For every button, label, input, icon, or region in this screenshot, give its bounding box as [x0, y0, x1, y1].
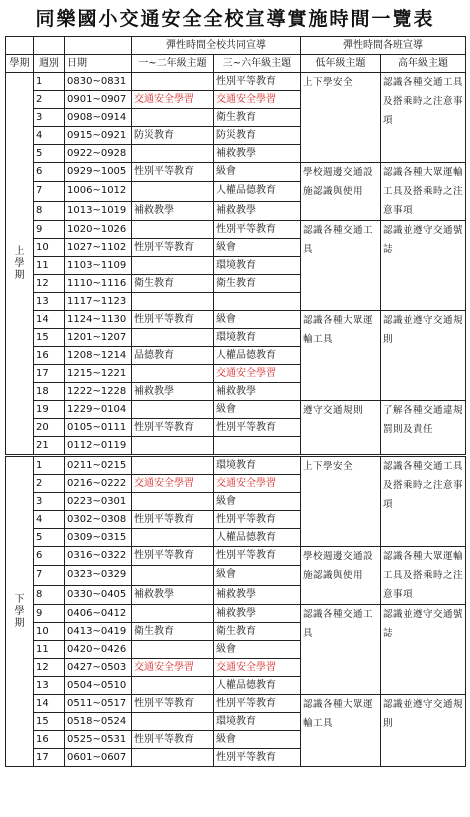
g12-topic-cell [132, 221, 214, 239]
date-cell: 1013~1019 [65, 201, 132, 220]
week-cell: 9 [34, 605, 65, 623]
high-grade-topic: 認識並遵守交通號誌 [381, 221, 466, 311]
g36-topic-cell: 性別平等教育 [214, 695, 301, 713]
g12-topic-cell [132, 109, 214, 127]
g36-topic-cell: 環境教育 [214, 257, 301, 275]
g36-topic-cell: 補救教學 [214, 383, 301, 401]
low-grade-topic: 上下學安全 [301, 456, 381, 547]
g36-topic-cell: 衛生教育 [214, 275, 301, 293]
week-cell: 16 [34, 731, 65, 749]
week-cell: 3 [34, 109, 65, 127]
date-cell: 1020~1026 [65, 221, 132, 239]
date-cell: 0511~0517 [65, 695, 132, 713]
week-cell: 7 [34, 182, 65, 201]
table-row [6, 73, 466, 91]
week-cell: 11 [34, 641, 65, 659]
g12-topic-cell: 補救教學 [132, 201, 214, 220]
week-cell: 15 [34, 713, 65, 731]
week-cell: 19 [34, 401, 65, 419]
g12-topic-cell [132, 257, 214, 275]
date-cell: 0112~0119 [65, 437, 132, 456]
date-cell: 0601~0607 [65, 749, 132, 767]
g12-topic-cell [132, 605, 214, 623]
g36-topic-cell: 級會 [214, 566, 301, 585]
g12-topic-cell [132, 641, 214, 659]
g36-topic-cell: 性別平等教育 [214, 221, 301, 239]
week-cell: 9 [34, 221, 65, 239]
semester-label [6, 456, 34, 767]
date-cell: 0830~0831 [65, 73, 132, 91]
week-cell: 8 [34, 585, 65, 604]
header-blank [34, 37, 65, 55]
header-g12: 一~二年級主題 [132, 55, 214, 73]
date-cell: 1208~1214 [65, 347, 132, 365]
table-row [6, 311, 466, 329]
g36-topic-cell: 補救教學 [214, 605, 301, 623]
date-cell: 0420~0426 [65, 641, 132, 659]
week-cell: 7 [34, 566, 65, 585]
g36-topic-cell: 性別平等教育 [214, 749, 301, 767]
week-cell: 13 [34, 677, 65, 695]
g36-topic-cell: 性別平等教育 [214, 547, 301, 566]
low-grade-topic: 認識各種大眾運輸工具 [301, 695, 381, 767]
g12-topic-cell [132, 145, 214, 163]
g36-topic-cell: 性別平等教育 [214, 419, 301, 437]
week-cell: 21 [34, 437, 65, 456]
g36-topic-cell: 環境教育 [214, 713, 301, 731]
week-cell: 11 [34, 257, 65, 275]
g12-topic-cell: 衛生教育 [132, 275, 214, 293]
week-cell: 5 [34, 529, 65, 547]
week-cell: 12 [34, 275, 65, 293]
week-cell: 14 [34, 311, 65, 329]
header-common-group: 彈性時間全校共同宣導 [132, 37, 301, 55]
low-grade-topic: 學校週邊交通設施認識與使用 [301, 547, 381, 605]
g12-topic-cell [132, 456, 214, 475]
date-cell: 1201~1207 [65, 329, 132, 347]
g36-topic-cell: 交通安全學習 [214, 475, 301, 493]
header-date: 日期 [65, 55, 132, 73]
g12-topic-cell: 衛生教育 [132, 623, 214, 641]
g36-topic-cell: 性別平等教育 [214, 511, 301, 529]
high-grade-topic: 認識各種交通工具及搭乘時之注意事項 [381, 73, 466, 163]
week-cell: 8 [34, 201, 65, 220]
g36-topic-cell: 級會 [214, 163, 301, 182]
g12-topic-cell [132, 365, 214, 383]
table-row [6, 163, 466, 182]
g36-topic-cell: 級會 [214, 239, 301, 257]
date-cell: 0901~0907 [65, 91, 132, 109]
g12-topic-cell: 性別平等教育 [132, 547, 214, 566]
g12-topic-cell [132, 293, 214, 311]
g12-topic-cell: 性別平等教育 [132, 239, 214, 257]
header-g36: 三~六年級主題 [214, 55, 301, 73]
high-grade-topic: 認識各種大眾運輸工具及搭乘時之注意事項 [381, 163, 466, 221]
g12-topic-cell: 補救教學 [132, 585, 214, 604]
g36-topic-cell: 交通安全學習 [214, 659, 301, 677]
date-cell: 1222~1228 [65, 383, 132, 401]
date-cell: 0223~0301 [65, 493, 132, 511]
week-cell: 1 [34, 456, 65, 475]
g12-topic-cell: 交通安全學習 [132, 475, 214, 493]
high-grade-topic: 認識各種大眾運輸工具及搭乘時之注意事項 [381, 547, 466, 605]
week-cell: 18 [34, 383, 65, 401]
header-low: 低年級主題 [301, 55, 381, 73]
table-row [6, 401, 466, 419]
week-cell: 16 [34, 347, 65, 365]
page-title: 同樂國小交通安全全校宣導實施時間一覽表 [35, 8, 435, 30]
g36-topic-cell: 防災教育 [214, 127, 301, 145]
date-cell: 1110~1116 [65, 275, 132, 293]
date-cell: 0330~0405 [65, 585, 132, 604]
week-cell: 12 [34, 659, 65, 677]
date-cell: 0216~0222 [65, 475, 132, 493]
semester-label-text: 上學期 [14, 245, 25, 281]
header-semester: 學期 [6, 55, 34, 73]
date-cell: 0915~0921 [65, 127, 132, 145]
week-cell: 14 [34, 695, 65, 713]
date-cell: 0211~0215 [65, 456, 132, 475]
header-blank [6, 37, 34, 55]
header-row-top [6, 37, 466, 55]
g12-topic-cell: 品德教育 [132, 347, 214, 365]
low-grade-topic: 認識各種交通工具 [301, 221, 381, 311]
g36-topic-cell: 補救教學 [214, 145, 301, 163]
date-cell: 0908~0914 [65, 109, 132, 127]
g36-topic-cell: 環境教育 [214, 329, 301, 347]
g12-topic-cell [132, 437, 214, 456]
g12-topic-cell: 性別平等教育 [132, 311, 214, 329]
g12-topic-cell: 性別平等教育 [132, 695, 214, 713]
table-row [6, 605, 466, 623]
header-class-group: 彈性時間各班宣導 [301, 37, 466, 55]
g12-topic-cell [132, 329, 214, 347]
high-grade-topic: 認識並遵守交通規則 [381, 695, 466, 767]
g12-topic-cell [132, 401, 214, 419]
week-cell: 17 [34, 365, 65, 383]
low-grade-topic: 學校週邊交通設施認識與使用 [301, 163, 381, 221]
g12-topic-cell [132, 749, 214, 767]
date-cell: 0518~0524 [65, 713, 132, 731]
week-cell: 17 [34, 749, 65, 767]
date-cell: 0929~1005 [65, 163, 132, 182]
g36-topic-cell: 補救教學 [214, 585, 301, 604]
g36-topic-cell [214, 293, 301, 311]
high-grade-topic: 認識各種交通工具及搭乘時之注意事項 [381, 456, 466, 547]
g36-topic-cell: 級會 [214, 641, 301, 659]
header-week: 週別 [34, 55, 65, 73]
g36-topic-cell: 人權品德教育 [214, 529, 301, 547]
table-row [6, 456, 466, 475]
g36-topic-cell: 衛生教育 [214, 109, 301, 127]
g12-topic-cell [132, 713, 214, 731]
week-cell: 4 [34, 511, 65, 529]
date-cell: 1124~1130 [65, 311, 132, 329]
g12-topic-cell: 交通安全學習 [132, 659, 214, 677]
header-blank [65, 37, 132, 55]
g12-topic-cell [132, 493, 214, 511]
low-grade-topic: 遵守交通規則 [301, 401, 381, 456]
g36-topic-cell [214, 437, 301, 456]
low-grade-topic: 認識各種大眾運輸工具 [301, 311, 381, 401]
week-cell: 10 [34, 623, 65, 641]
g12-topic-cell [132, 677, 214, 695]
date-cell: 1006~1012 [65, 182, 132, 201]
date-cell: 1103~1109 [65, 257, 132, 275]
date-cell: 0427~0503 [65, 659, 132, 677]
g12-topic-cell [132, 566, 214, 585]
date-cell: 0316~0322 [65, 547, 132, 566]
table-row [6, 221, 466, 239]
g36-topic-cell: 衛生教育 [214, 623, 301, 641]
header-row-columns [6, 55, 466, 73]
week-cell: 13 [34, 293, 65, 311]
g36-topic-cell: 級會 [214, 401, 301, 419]
g12-topic-cell [132, 182, 214, 201]
g36-topic-cell: 人權品德教育 [214, 677, 301, 695]
week-cell: 5 [34, 145, 65, 163]
week-cell: 6 [34, 163, 65, 182]
g12-topic-cell [132, 73, 214, 91]
week-cell: 4 [34, 127, 65, 145]
week-cell: 1 [34, 73, 65, 91]
g36-topic-cell: 交通安全學習 [214, 91, 301, 109]
date-cell: 0309~0315 [65, 529, 132, 547]
week-cell: 3 [34, 493, 65, 511]
g36-topic-cell: 人權品德教育 [214, 347, 301, 365]
high-grade-topic: 認識並遵守交通規則 [381, 311, 466, 401]
g36-topic-cell: 級會 [214, 493, 301, 511]
date-cell: 0504~0510 [65, 677, 132, 695]
semester-label-text: 下學期 [14, 593, 25, 629]
g36-topic-cell: 級會 [214, 311, 301, 329]
g36-topic-cell: 性別平等教育 [214, 73, 301, 91]
g36-topic-cell: 補救教學 [214, 201, 301, 220]
date-cell: 0525~0531 [65, 731, 132, 749]
date-cell: 1027~1102 [65, 239, 132, 257]
header-high: 高年級主題 [381, 55, 466, 73]
week-cell: 20 [34, 419, 65, 437]
schedule-table [5, 36, 466, 767]
g12-topic-cell: 性別平等教育 [132, 511, 214, 529]
low-grade-topic: 上下學安全 [301, 73, 381, 163]
semester-label [6, 73, 34, 456]
g36-topic-cell: 級會 [214, 731, 301, 749]
date-cell: 0922~0928 [65, 145, 132, 163]
high-grade-topic: 了解各種交通違規罰則及責任 [381, 401, 466, 456]
g12-topic-cell: 性別平等教育 [132, 163, 214, 182]
date-cell: 1229~0104 [65, 401, 132, 419]
table-row [6, 547, 466, 566]
date-cell: 1215~1221 [65, 365, 132, 383]
g12-topic-cell: 補救教學 [132, 383, 214, 401]
g12-topic-cell: 交通安全學習 [132, 91, 214, 109]
week-cell: 10 [34, 239, 65, 257]
table-row [6, 695, 466, 713]
week-cell: 2 [34, 91, 65, 109]
g12-topic-cell: 性別平等教育 [132, 731, 214, 749]
date-cell: 0406~0412 [65, 605, 132, 623]
g12-topic-cell: 防災教育 [132, 127, 214, 145]
date-cell: 0302~0308 [65, 511, 132, 529]
g36-topic-cell: 人權品德教育 [214, 182, 301, 201]
week-cell: 6 [34, 547, 65, 566]
g36-topic-cell: 環境教育 [214, 456, 301, 475]
date-cell: 1117~1123 [65, 293, 132, 311]
high-grade-topic: 認識並遵守交通號誌 [381, 605, 466, 695]
date-cell: 0105~0111 [65, 419, 132, 437]
g12-topic-cell [132, 529, 214, 547]
date-cell: 0323~0329 [65, 566, 132, 585]
week-cell: 15 [34, 329, 65, 347]
low-grade-topic: 認識各種交通工具 [301, 605, 381, 695]
date-cell: 0413~0419 [65, 623, 132, 641]
g12-topic-cell: 性別平等教育 [132, 419, 214, 437]
week-cell: 2 [34, 475, 65, 493]
g36-topic-cell: 交通安全學習 [214, 365, 301, 383]
